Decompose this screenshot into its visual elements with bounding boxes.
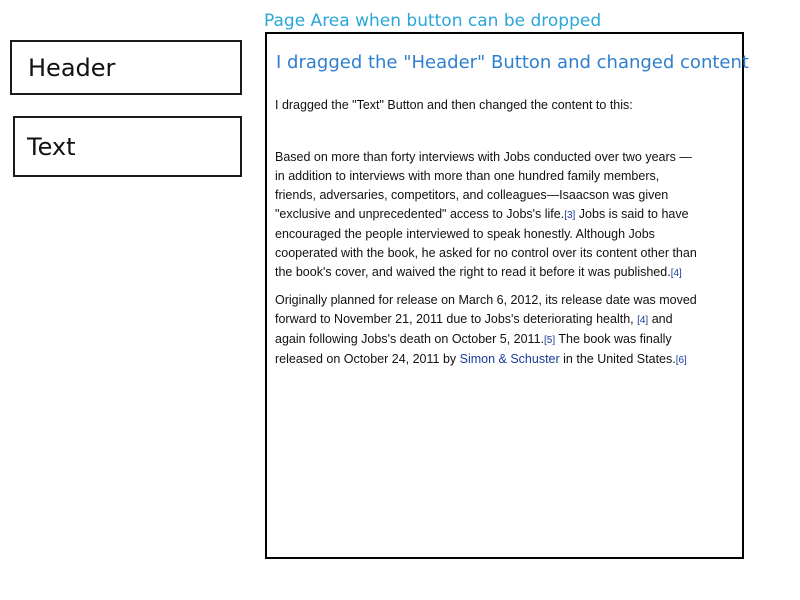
text-intro: I dragged the "Text" Button and then changed the content to this: xyxy=(275,98,633,112)
text-paragraph xyxy=(275,148,700,283)
citation-link[interactable]: [4] xyxy=(670,268,682,279)
paragraph-text: in the United States. xyxy=(559,352,676,366)
text-paragraph xyxy=(275,291,700,370)
paragraph-text: The book was finally released on October 24, 2011 by xyxy=(275,332,672,366)
citation-link[interactable]: [6] xyxy=(675,355,687,366)
text-button-label: Text xyxy=(27,132,76,161)
dropped-header-element[interactable]: I dragged the "Header" Button and changed content xyxy=(276,52,749,73)
header-button[interactable] xyxy=(10,40,242,95)
text-button[interactable] xyxy=(13,116,242,177)
page-drop-area[interactable] xyxy=(265,32,749,559)
paragraph-text: and again following Jobs's death on October 5, 2011. xyxy=(275,312,673,346)
citation-link[interactable]: [4] xyxy=(637,315,649,326)
dropped-text-element[interactable] xyxy=(275,96,700,370)
citation-link[interactable]: [3] xyxy=(564,210,576,221)
drop-area-label: Page Area when button can be dropped xyxy=(264,11,602,31)
citation-link[interactable]: [5] xyxy=(544,335,556,346)
paragraph-text: Originally planned for release on March 6, 2012, its release date was moved forward to November 21, 2011 due to Jobs's deteriorating health, xyxy=(275,293,697,326)
publisher-link[interactable]: Simon & Schuster xyxy=(459,352,560,366)
paragraph-text: Jobs is said to have encouraged the people interviewed to speak honestly. Although Jobs cooperated with the book, he asked for no control over its content other than the book's cover, and waived the right to read it before it was published. xyxy=(275,207,697,279)
header-button-label: Header xyxy=(28,53,116,82)
paragraph-text: Based on more than forty interviews with Jobs conducted over two years —in addition to interviews with more than one hundred family members, friends, adversaries, competitors, and colleagues—Isaacson was given "exclusive and unprecedented" access to Jobs's life. xyxy=(275,150,692,221)
